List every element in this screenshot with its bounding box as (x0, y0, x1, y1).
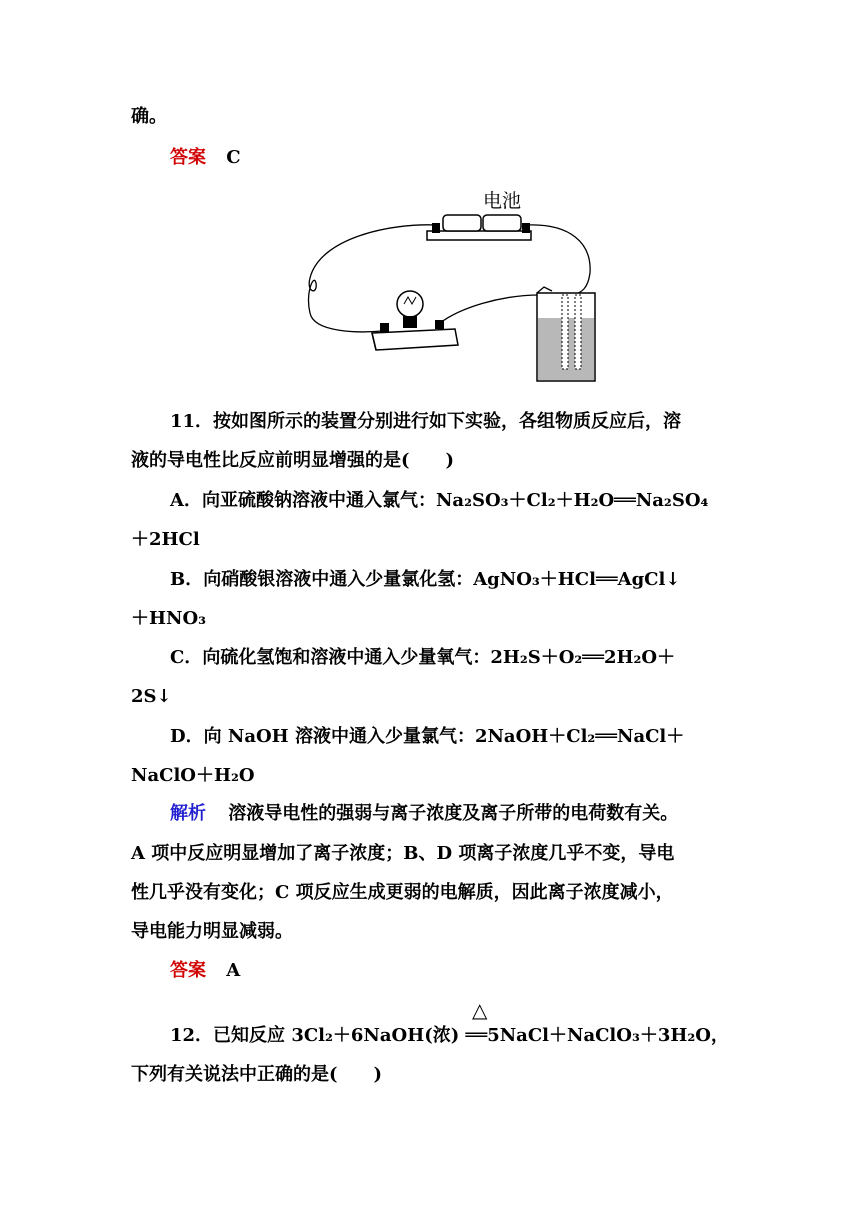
q11-option-d-line2: NaClO＋H₂O (131, 765, 255, 786)
analysis-line1 (170, 803, 770, 825)
q11-option-d-line1: D．向 NaOH 溶液中通入少量氯气：2NaOH＋Cl₂══NaCl＋ (170, 726, 685, 747)
board-terminal-right (435, 320, 444, 329)
analysis-line3: 性几乎没有变化；C 项反应生成更弱的电解质，因此离子浓度减小， (131, 882, 674, 903)
wire-middle (440, 295, 540, 323)
q12-stem-line1: 12．已知反应 3Cl₂＋6NaOH(浓) ══5NaCl＋NaClO₃＋3H₂O， (170, 1025, 729, 1046)
q11-option-b-line1: B．向硝酸银溶液中通入少量氯化氢：AgNO₃＋HCl══AgCl↓ (170, 569, 681, 590)
answer-value-q11: A (226, 960, 241, 981)
q11-stem-line2: 液的导电性比反应前明显增强的是( ) (131, 450, 455, 471)
answer-label-q11: 答案 (170, 960, 206, 981)
battery-cell-left (443, 215, 481, 231)
electrode-right (575, 295, 581, 369)
answer-line-previous (170, 147, 770, 169)
battery-cell-right (483, 215, 521, 231)
q11-option-a-line2: ＋2HCl (131, 529, 200, 550)
light-bulb (397, 291, 423, 317)
wire-right (526, 225, 590, 295)
q11-option-a-line1: A．向亚硫酸钠溶液中通入氯气：Na₂SO₃＋Cl₂＋H₂O══Na₂SO₄ (170, 490, 709, 511)
answer-value: C (226, 147, 241, 168)
board-terminal-left (380, 323, 389, 332)
answer-label: 答案 (170, 147, 206, 168)
electrode-left (562, 295, 568, 369)
bulb-board (372, 329, 458, 350)
battery-base (427, 231, 531, 240)
analysis-label: 解析 (170, 803, 206, 824)
q11-stem-line1: 11．按如图所示的装置分别进行如下实验，各组物质反应后，溶 (170, 411, 682, 432)
previous-text-tail: 确。 (131, 106, 167, 127)
q11-option-c-line2: 2S↓ (131, 686, 172, 707)
circuit-diagram (300, 183, 600, 388)
q12-stem-line2: 下列有关说法中正确的是( ) (131, 1064, 383, 1085)
analysis-line4: 导电能力明显减弱。 (131, 921, 293, 942)
q11-option-b-line2: ＋HNO₃ (131, 608, 207, 629)
analysis-line2: A 项中反应明显增加了离子浓度；B、D 项离子浓度几乎不变，导电 (131, 843, 675, 864)
bulb-socket (403, 316, 417, 328)
battery-label: 电池 (482, 190, 522, 212)
answer-line-q11 (170, 960, 770, 982)
analysis-text: 溶液导电性的强弱与离子浓度及离子所带的电荷数有关。 (228, 803, 679, 824)
heating-condition-symbol: △ (472, 998, 488, 1022)
q11-option-c-line1: C．向硫化氢饱和溶液中通入少量氧气：2H₂S＋O₂══2H₂O＋ (170, 647, 676, 668)
